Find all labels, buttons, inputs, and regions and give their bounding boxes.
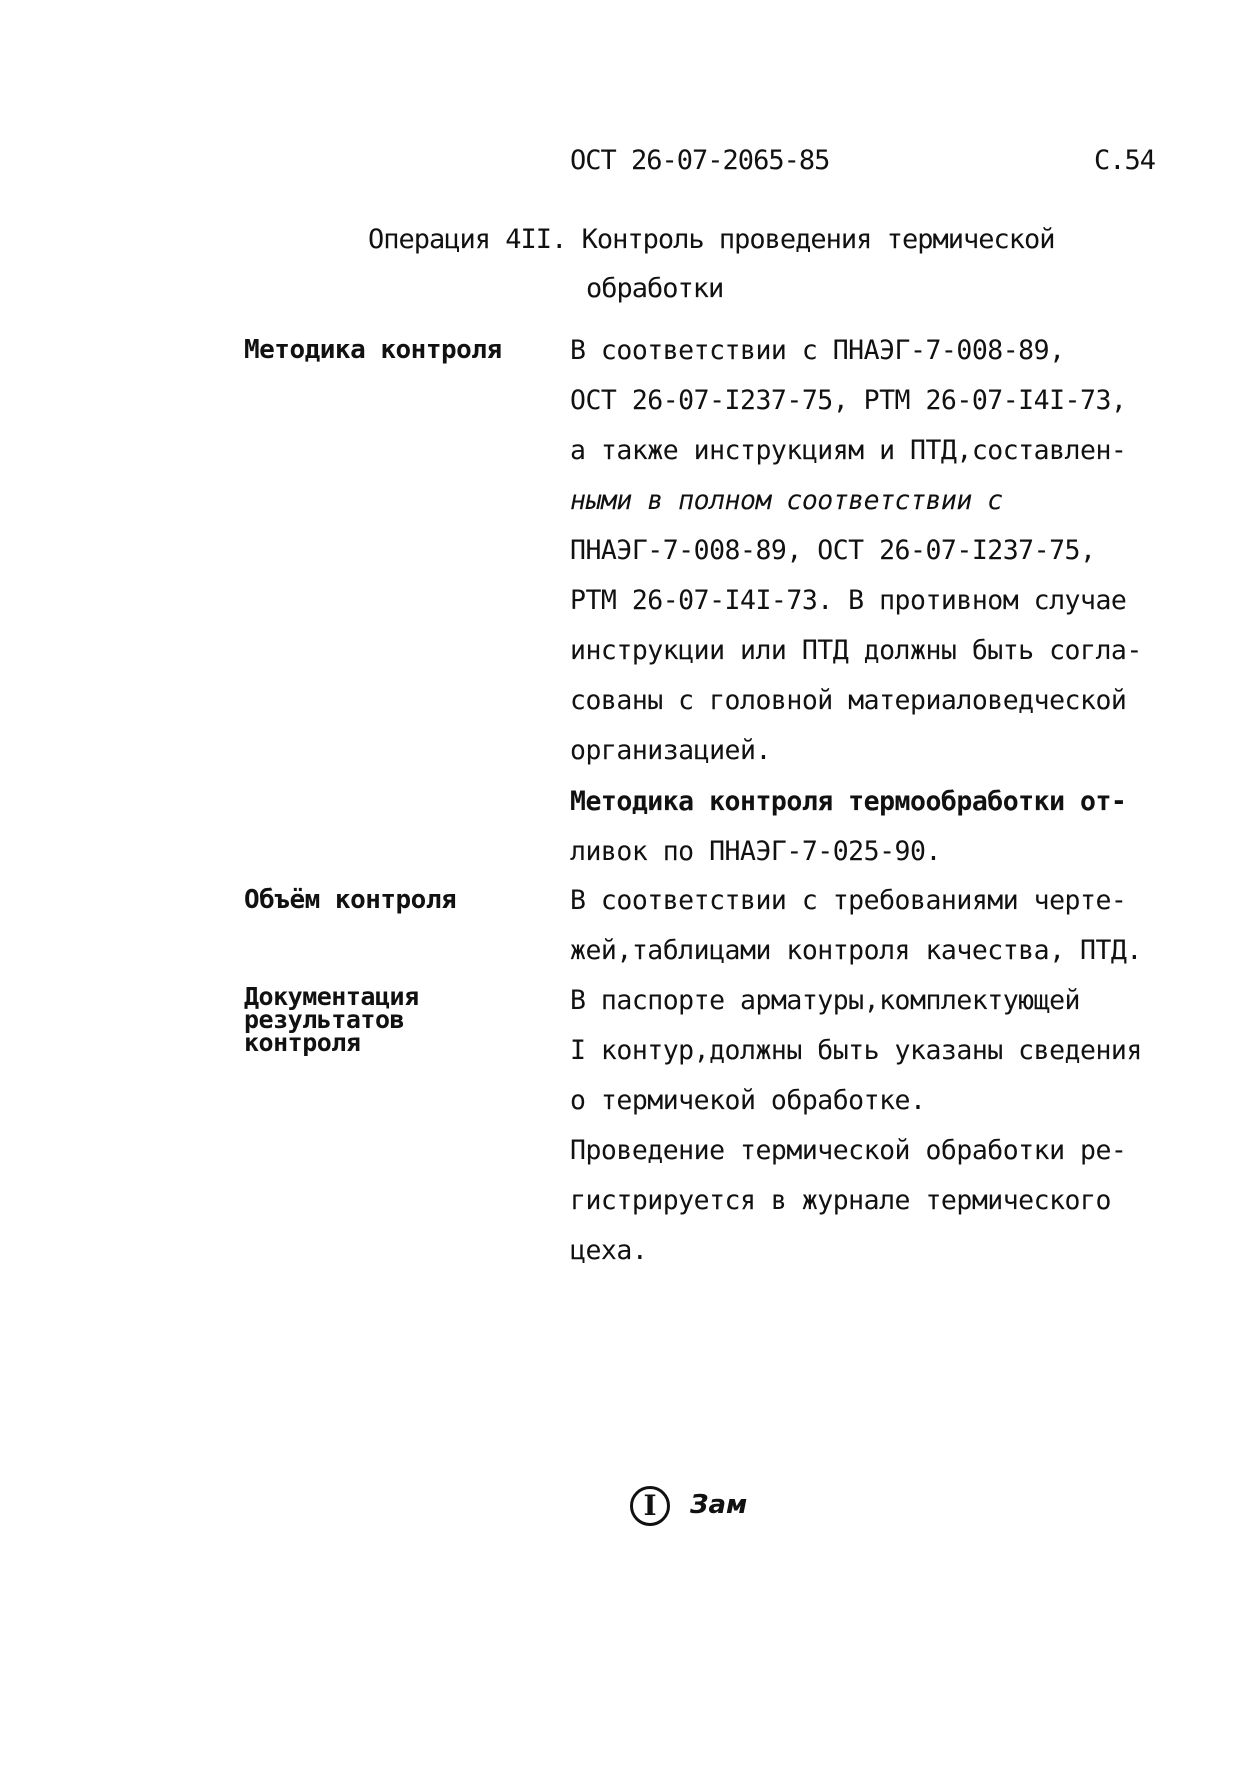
scope-line: В соответствии с требованиями черте-	[570, 885, 1127, 916]
method-line: ными в полном соответствии с	[570, 485, 1003, 516]
change-label: Зам	[690, 1490, 748, 1520]
documentation-label-line: результатов	[244, 1005, 405, 1034]
method-line: а также инструкциям и ПТД,составлен-	[570, 435, 1127, 466]
method-line: ливок по ПНАЭГ-7-025-90.	[570, 836, 941, 867]
method-line: РТМ 26-07-I4I-73. В противном случае	[570, 585, 1127, 616]
documentation-line: I контур,должны быть указаны сведения	[570, 1035, 1142, 1066]
scope-label: Объём контроля	[244, 885, 457, 915]
method-line: инструкции или ПТД должны быть согла-	[570, 635, 1142, 666]
method-label: Методика контроля	[244, 335, 502, 365]
document-code: ОСТ 26-07-2065-85	[570, 145, 830, 176]
operation-title: Операция 4II. Контроль проведения термической	[368, 224, 1055, 255]
method-line: Методика контроля термообработки от-	[570, 786, 1127, 817]
page-number: С.54	[1094, 145, 1156, 176]
method-line: организацией.	[570, 735, 771, 766]
scope-line: жей,таблицами контроля качества, ПТД.	[570, 935, 1142, 966]
method-line: ПНАЭГ-7-008-89, ОСТ 26-07-I237-75,	[570, 535, 1096, 566]
documentation-label-line: контроля	[244, 1028, 361, 1057]
documentation-line: гистрируется в журнале термического	[570, 1185, 1111, 1216]
documentation-label-line: Документация	[244, 982, 419, 1011]
documentation-line: о термичекой обработке.	[570, 1085, 926, 1116]
method-line: В соответствии с ПНАЭГ-7-008-89,	[570, 335, 1065, 366]
operation-title-continuation: обработки	[586, 273, 724, 304]
documentation-label	[244, 982, 419, 1057]
method-line: ОСТ 26-07-I237-75, РТМ 26-07-I4I-73,	[570, 385, 1127, 416]
documentation-line: В паспорте арматуры,комплектующей	[570, 985, 1080, 1016]
documentation-line: Проведение термической обработки ре-	[570, 1135, 1127, 1166]
method-line: сованы с головной материаловедческой	[570, 685, 1127, 716]
documentation-line: цеха.	[570, 1235, 648, 1266]
change-number-stamp: I	[630, 1486, 670, 1526]
